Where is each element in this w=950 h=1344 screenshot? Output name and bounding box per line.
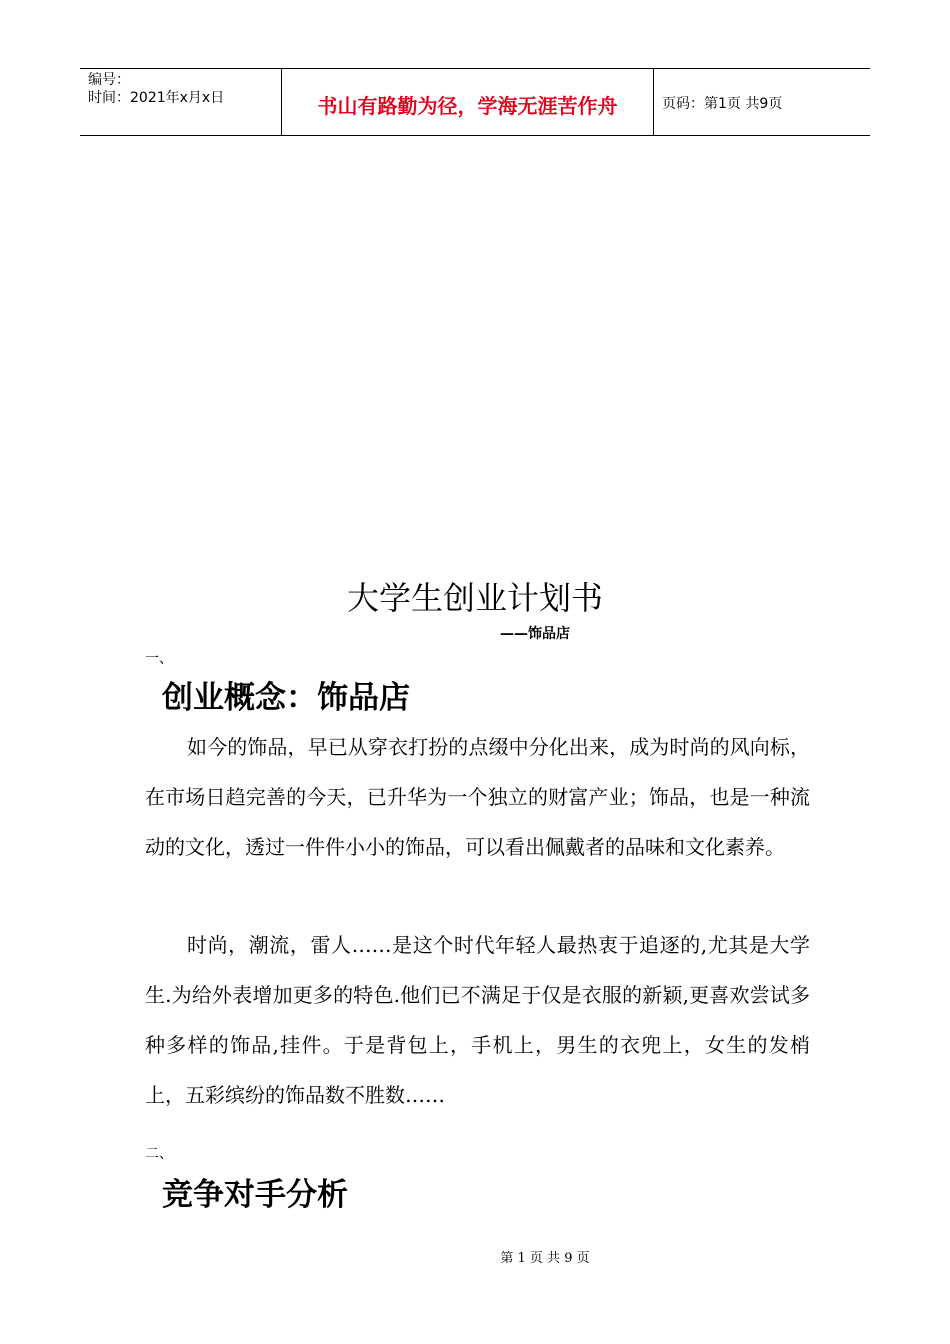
section-heading-2: 竞争对手分析: [162, 1177, 348, 1213]
header-motto: 书山有路勤为径，学海无涯苦作舟: [282, 69, 654, 135]
header-meta: [80, 69, 282, 135]
page-footer: 第 1 页 共 9 页: [500, 1251, 590, 1266]
section-number-2: 二、: [145, 1146, 173, 1162]
section-heading-1: 创业概念：饰品店: [162, 680, 410, 716]
document-subtitle: ——饰品店: [500, 626, 570, 642]
paragraph-2: 时尚，潮流，雷人……是这个时代年轻人最热衷于追逐的,尤其是大学生.为给外表增加更多的特色.他们已不满足于仅是衣服的新颖,更喜欢尝试多种多样的饰品,挂件。于是背包上，手机上，男生的衣兜上，女生的发梢上，五彩缤纷的饰品数不胜数……: [145, 933, 810, 1107]
section-number-1: 一、: [145, 651, 173, 667]
date-label: 时间：2021年x月x日: [88, 90, 225, 106]
header-page-info: 页码：第1页 共9页: [662, 96, 783, 112]
page-header: [80, 68, 870, 136]
paragraph-1: 如今的饰品，早已从穿衣打扮的点缀中分化出来，成为时尚的风向标，在市场日趋完善的今天，已升华为一个独立的财富产业；饰品，也是一种流动的文化，透过一件件小小的饰品，可以看出佩戴者的品味和文化素养。: [145, 735, 810, 859]
document-title: 大学生创业计划书: [346, 579, 603, 617]
serial-label: 编号：: [88, 72, 130, 88]
